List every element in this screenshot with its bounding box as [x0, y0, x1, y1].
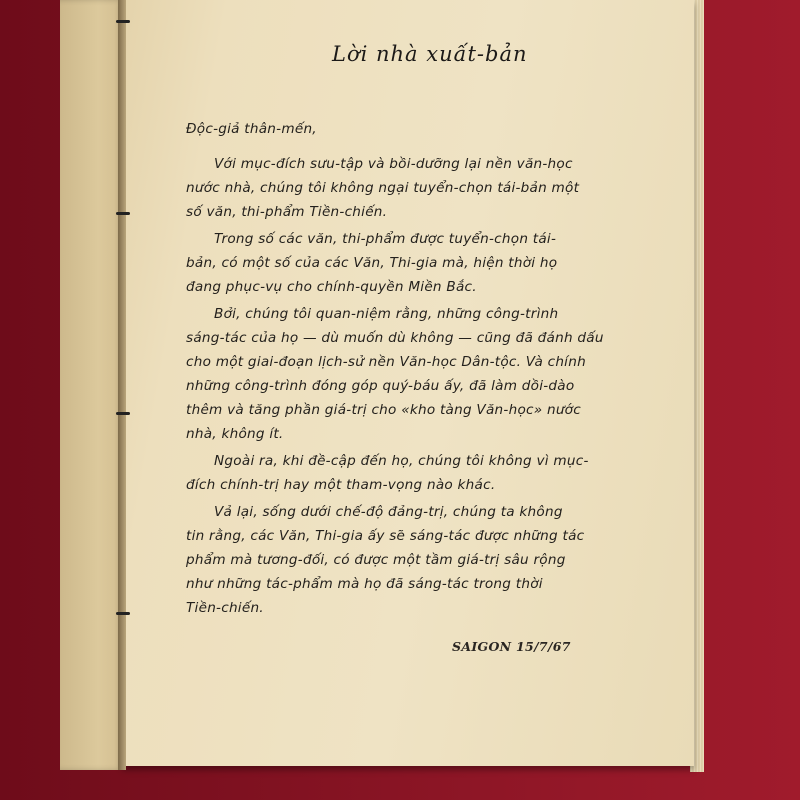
text-line: đang phục-vụ cho chính-quyền Miền Bắc.	[186, 279, 477, 295]
text-line: thêm và tăng phần giá-trị cho «kho tàng Văn-học» nước	[186, 402, 581, 418]
left-page-edge	[60, 0, 124, 770]
text-line: bản, có một số của các Văn, Thi-gia mà, hiện thời họ	[186, 255, 558, 271]
binding-stitch	[116, 212, 130, 215]
book-spine	[118, 0, 126, 770]
binding-stitch	[116, 412, 130, 415]
text-line: sáng-tác của họ — dù muốn dù không — cũng đã đánh dấu	[186, 330, 604, 346]
text-line: như những tác-phẩm mà họ đã sáng-tác trong thời	[186, 576, 543, 592]
binding-stitch	[116, 20, 130, 23]
text-line: tin rằng, các Văn, Thi-gia ấy sẽ sáng-tác được những tác	[186, 528, 585, 544]
salutation: Độc-giả thân-mến,	[186, 121, 317, 137]
text-line: những công-trình đóng góp quý-báu ấy, đã làm dồi-dào	[186, 378, 575, 394]
text-line: Với mục-đích sưu-tập và bồi-dưỡng lại nền văn-học	[214, 156, 573, 172]
text-line: nước nhà, chúng tôi không ngại tuyển-chọn tái-bản một	[186, 180, 580, 196]
text-line: Tiền-chiến.	[186, 600, 264, 616]
place-date-signoff: SAIGON 15/7/67	[452, 639, 571, 654]
text-line: nhà, không ít.	[186, 426, 284, 442]
text-line: đích chính-trị hay một tham-vọng nào khác.	[186, 477, 496, 493]
binding-stitch	[116, 612, 130, 615]
text-line: cho một giai-đoạn lịch-sử nền Văn-học Dân-tộc. Và chính	[186, 354, 586, 370]
text-line: Trong số các văn, thi-phẩm được tuyển-chọn tái-	[214, 231, 557, 247]
text-line: Vả lại, sống dưới chế-độ đảng-trị, chúng ta không	[214, 504, 563, 520]
page-title: Lời nhà xuất-bản	[332, 42, 528, 66]
body-text	[186, 152, 616, 620]
text-line: Bởi, chúng tôi quan-niệm rằng, những công-trình	[214, 306, 559, 322]
text-line: số văn, thi-phẩm Tiền-chiến.	[186, 204, 388, 220]
text-line: phẩm mà tương-đối, có được một tầm giá-trị sâu rộng	[186, 552, 566, 568]
text-line: Ngoài ra, khi đề-cập đến họ, chúng tôi không vì mục-	[214, 453, 589, 469]
